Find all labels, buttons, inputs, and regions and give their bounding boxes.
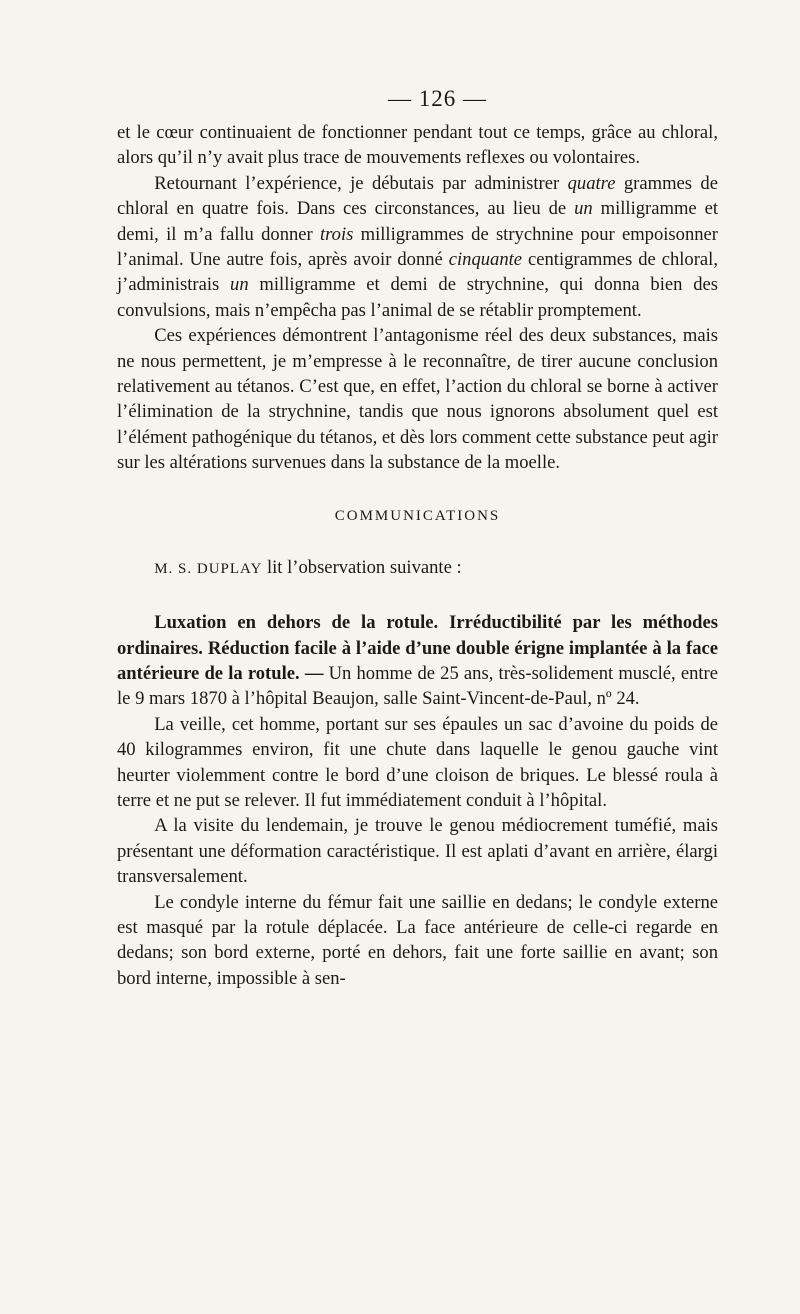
text-run: grammes de chloral en quatre fois. Dans ces circonstances, au lieu de <box>117 172 718 220</box>
italic-term: un <box>574 198 593 220</box>
observation-heading-paragraph <box>117 610 718 712</box>
author-line <box>117 555 718 582</box>
observation-paragraph: A la visite du lendemain, je trouve le genou médiocrement tuméfié, mais présentant une déformation caractéristique. Il est aplati d’avant en arrière, élargi transversalement. <box>117 815 718 888</box>
section-heading: COMMUNICATIONS <box>334 507 501 524</box>
observation-intro: Un homme de 25 ans, très-solidement musclé, entre le 9 mars 1870 à l’hôpital Beaujon, salle Saint-Vincent-de-Paul, nº 24. <box>117 662 718 710</box>
page-number: — 126 — <box>388 86 487 111</box>
observation-paragraph: La veille, cet homme, portant sur ses épaules un sac d’avoine du poids de 40 kilogrammes environ, fit une chute dans laquelle le genou gauche vint heurter violemment contre le bord d’une cloison de briques. Le blessé roula à terre et ne put se relever. Il fut immédiatement conduit à l’hôpital. <box>117 713 718 811</box>
italic-term: un <box>230 274 249 296</box>
text-run: centigrammes de chloral, j’administrais <box>117 249 718 296</box>
observation-paragraph: Le condyle interne du fémur fait une saillie en dedans; le condyle externe est masqué par la rotule déplacée. La face antérieure de celle-ci regarde en dedans; son bord externe, porté en dehors, fait une forte saillie en avant; son bord interne, impossible à sen- <box>117 891 718 989</box>
paragraph-continuation: et le cœur continuaient de fonctionner pendant tout ce temps, grâce au chloral, alors qu’il n’y avait plus trace de mouvements reflexes ou volontaires. <box>117 122 718 169</box>
text-run: milligramme et demi, il m’a fallu donner <box>117 198 719 245</box>
text-run: Retournant l’expérience, je débutais par administrer <box>154 172 568 194</box>
paragraph-experiment <box>117 171 718 323</box>
italic-term: quatre <box>567 172 616 194</box>
author-name: M. S. DUPLAY <box>154 560 263 577</box>
text-run: milligrammes de strychnine pour empoisonner l’animal. Une autre fois, après avoir donné <box>117 223 718 271</box>
italic-term: cinquante <box>448 249 523 271</box>
observation-title: Luxation en dehors de la rotule. Irréductibilité par les méthodes ordinaires. Réduction facile à l’aide d’une double érigne implantée à la face antérieure de la rotule. — <box>117 612 718 684</box>
paragraph-conclusion: Ces expériences démontrent l’antagonisme réel des deux substances, mais ne nous permettent, je m’empresse à le reconnaître, de tirer aucune conclusion relativement au tétanos. C’est que, en effet, l’action du chloral se borne à activer l’élimination de la strychnine, tandis que nous ignorons absolument quel est l’élément pathogénique du tétanos, et dès lors comment cette substance peut agir sur les altérations survenues dans la substance de la moelle. <box>117 325 719 474</box>
author-tail: lit l’observation suivante : <box>262 556 462 578</box>
text-run: milligramme et demi de strychnine, qui donna bien des convulsions, mais n’empêcha pas l’animal de se rétablir promptement. <box>117 274 718 321</box>
italic-term: trois <box>319 223 354 245</box>
